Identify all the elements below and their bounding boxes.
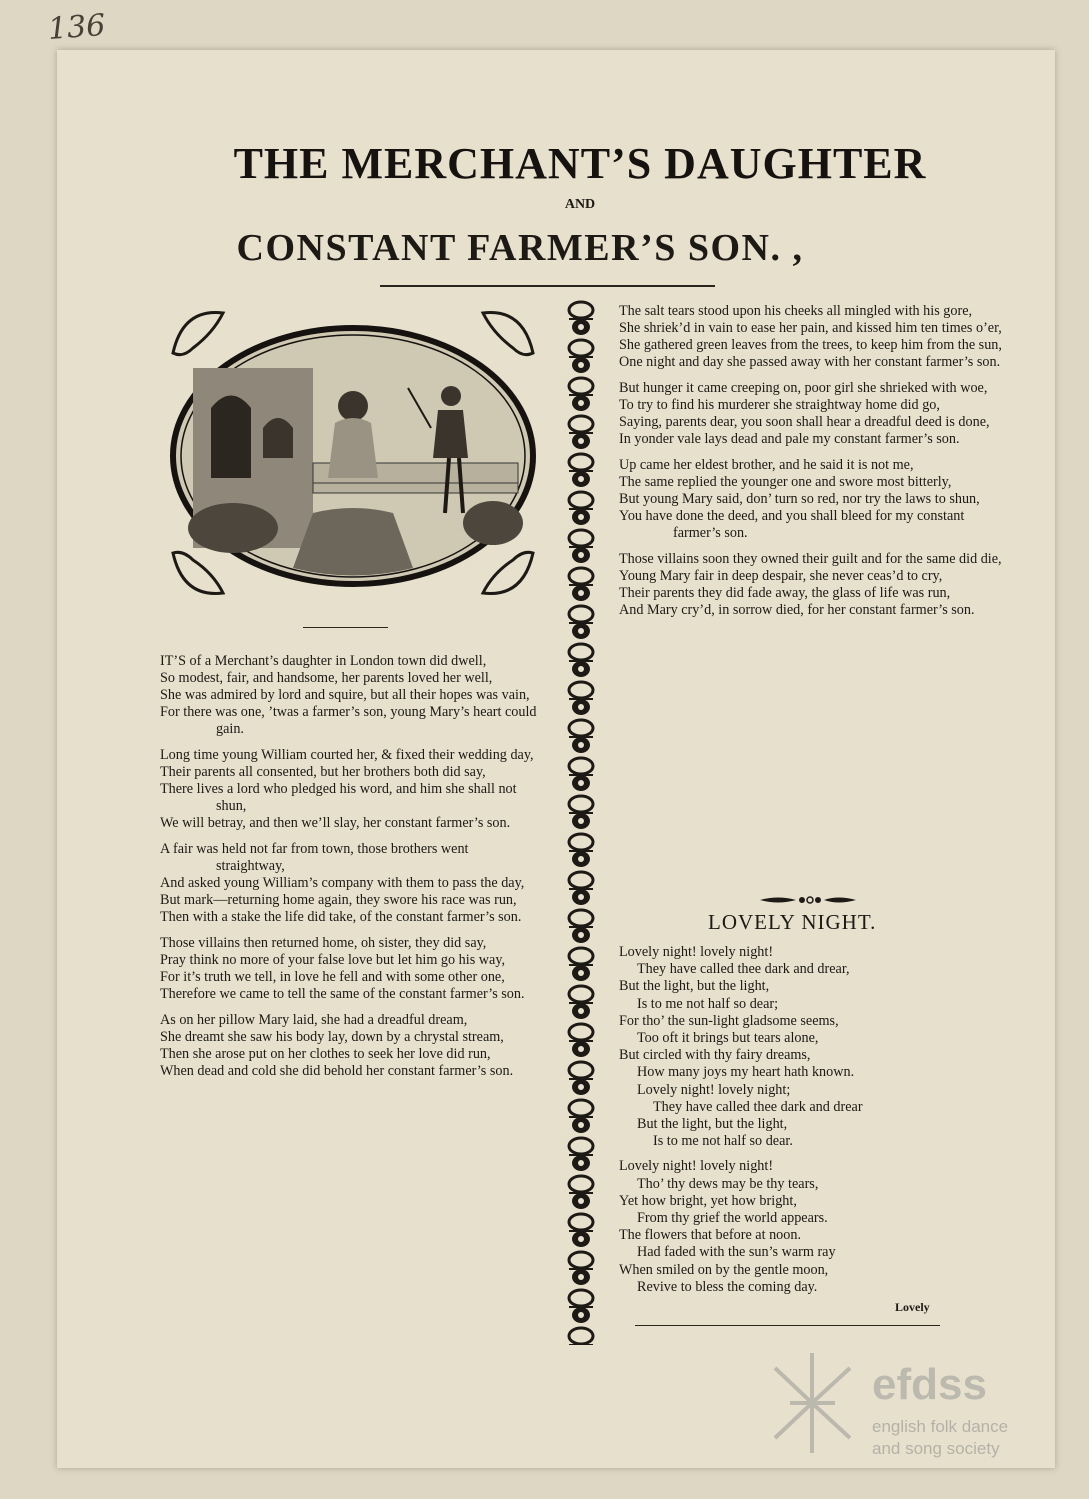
verse-line: To try to find his murderer she straightway home did go, <box>619 397 940 413</box>
poem-line: Lovely night! lovely night; <box>637 1081 791 1098</box>
verse-line: There lives a lord who pledged his word, and him she shall not shun, <box>160 781 517 814</box>
poem-line: Lovely night! lovely night! <box>619 1158 774 1175</box>
poem-line: When smiled on by the gentle moon, <box>619 1261 829 1278</box>
title-rule <box>380 285 715 287</box>
verse-line: One night and day she passed away with her constant farmer’s son. <box>619 354 1001 370</box>
bottom-rule <box>635 1325 940 1326</box>
verse-line: We will betray, and then we’ll slay, her constant farmer’s son. <box>160 815 511 831</box>
verse-line: Their parents all consented, but her brothers both did say, <box>160 764 486 780</box>
poem-line: Had faded with the sun’s warm ray <box>637 1244 836 1261</box>
title-and: AND <box>564 197 596 212</box>
efdss-wordmark: efdss <box>872 1360 987 1409</box>
poem-line: Too oft it brings but tears alone, <box>637 1030 819 1047</box>
verse-line: When dead and cold she did behold her constant farmer’s son. <box>160 1063 514 1079</box>
verse-line: The same replied the younger one and swore most bitterly, <box>619 474 952 490</box>
title-line-2: CONSTANT FARMER’S SON. , <box>236 227 804 269</box>
poem-line: Revive to bless the coming day. <box>637 1278 818 1295</box>
verse-line: Those villains soon they owned their guilt and for the same did die, <box>619 551 1002 567</box>
left-stanza-3 <box>160 841 538 926</box>
poem-line: Is to me not half so dear. <box>653 1133 793 1150</box>
verse-line: But hunger it came creeping on, poor girl she shrieked with woe, <box>619 380 988 396</box>
ornamental-column-divider <box>563 300 599 1345</box>
poem-line: They have called thee dark and drear <box>653 1098 863 1115</box>
left-stanza-1 <box>160 653 538 738</box>
verse-line: For it’s truth we tell, in love he fell and with some other one, <box>160 969 505 985</box>
verse-line: Up came her eldest brother, and he said it is not me, <box>619 457 914 473</box>
left-rule <box>303 627 388 628</box>
verse-line: She was admired by lord and squire, but all their hopes was vain, <box>160 687 530 703</box>
left-stanza-2 <box>160 747 538 832</box>
right-stanza-4 <box>619 551 1003 619</box>
verse-line: And asked young William’s company with them to pass the day, <box>160 875 525 891</box>
poem-line: Is to me not half so dear; <box>637 995 779 1012</box>
verse-line: A fair was held not far from town, those brothers went straightway, <box>160 841 469 874</box>
poem-line: Lovely night! lovely night! <box>619 944 774 960</box>
verse-line: The salt tears stood upon his cheeks all mingled with his gore, <box>619 303 973 319</box>
right-stanza-3 <box>619 457 1003 542</box>
verse-line: Saying, parents dear, you soon shall hear a dreadful deed is done, <box>619 414 990 430</box>
verse-line: So modest, fair, and handsome, her parents loved her well, <box>160 670 493 686</box>
verse-line: And Mary cry’d, in sorrow died, for her constant farmer’s son. <box>619 602 975 618</box>
verse-line: But young Mary said, don’ turn so red, nor try the laws to shun, <box>619 491 980 507</box>
verse-line: But mark—returning home again, they swore his race was run, <box>160 892 517 908</box>
verse-line: She shriek’d in vain to ease her pain, and kissed him ten times o’er, <box>619 320 1002 336</box>
right-stanza-2 <box>619 380 1003 448</box>
poem-line: But the light, but the light, <box>619 978 770 995</box>
verse-line: For there was one, ’twas a farmer’s son, young Mary’s heart could gain. <box>160 704 537 737</box>
poem-line: But the light, but the light, <box>637 1116 788 1133</box>
title-line-1: THE MERCHANT’S DAUGHTER <box>233 139 927 188</box>
verse-line: Those villains then returned home, oh sister, they did say, <box>160 935 487 951</box>
catchword: Lovely <box>895 1300 930 1314</box>
poem-line: How many joys my heart hath known. <box>637 1064 855 1081</box>
poem-line: But circled with thy fairy dreams, <box>619 1047 811 1064</box>
poem-line: Tho’ thy dews may be thy tears, <box>637 1175 819 1192</box>
efdss-tagline-1: english folk dance <box>872 1417 1009 1436</box>
left-stanza-5 <box>160 1012 538 1080</box>
efdss-tagline-2: and song society <box>872 1439 1000 1458</box>
poem-line: From thy grief the world appears. <box>637 1210 828 1227</box>
verse-line: She gathered green leaves from the trees, to keep him from the sun, <box>619 337 1002 353</box>
lovely-night-title: LOVELY NIGHT. <box>708 910 877 934</box>
verse-line: As on her pillow Mary laid, she had a dreadful dream, <box>160 1012 468 1028</box>
verse-line: In yonder vale lays dead and pale my constant farmer’s son. <box>619 431 960 447</box>
verse-line: Then with a stake the life did take, of the constant farmer’s son. <box>160 909 522 925</box>
efdss-logo-icon <box>760 1348 865 1458</box>
song1-left-column <box>160 653 538 1089</box>
verse-line: Therefore we came to tell the same of the constant farmer’s son. <box>160 986 525 1002</box>
poem-line: They have called thee dark and drear, <box>637 961 850 978</box>
verse-line: She dreamt she saw his body lay, down by a chrystal stream, <box>160 1029 504 1045</box>
lovely-night-poem <box>619 944 863 1296</box>
folio-number: 136 <box>46 8 107 47</box>
verse-line: You have done the deed, and you shall bleed for my constant farmer’s son. <box>619 508 965 541</box>
song1-right-column <box>619 303 1003 628</box>
poem-line: The flowers that before at noon. <box>619 1227 802 1244</box>
verse-line: Their parents they did fade away, the glass of life was run, <box>619 585 951 601</box>
verse-line: Then she arose put on her clothes to seek her love did run, <box>160 1046 491 1062</box>
left-stanza-4 <box>160 935 538 1003</box>
verse-line: Pray think no more of your false love but let him go his way, <box>160 952 506 968</box>
verse-line: IT’S of a Merchant’s daughter in London town did dwell, <box>160 653 487 669</box>
right-stanza-1 <box>619 303 1003 371</box>
poem-line: For tho’ the sun-light gladsome seems, <box>619 1012 839 1029</box>
verse-line: Long time young William courted her, & fixed their wedding day, <box>160 747 534 763</box>
woodcut-illustration <box>163 298 543 610</box>
section-ornament <box>758 893 858 907</box>
poem-line: Yet how bright, yet how bright, <box>619 1192 797 1209</box>
verse-line: Young Mary fair in deep despair, she never ceas’d to cry, <box>619 568 943 584</box>
efdss-watermark <box>760 1348 1050 1463</box>
